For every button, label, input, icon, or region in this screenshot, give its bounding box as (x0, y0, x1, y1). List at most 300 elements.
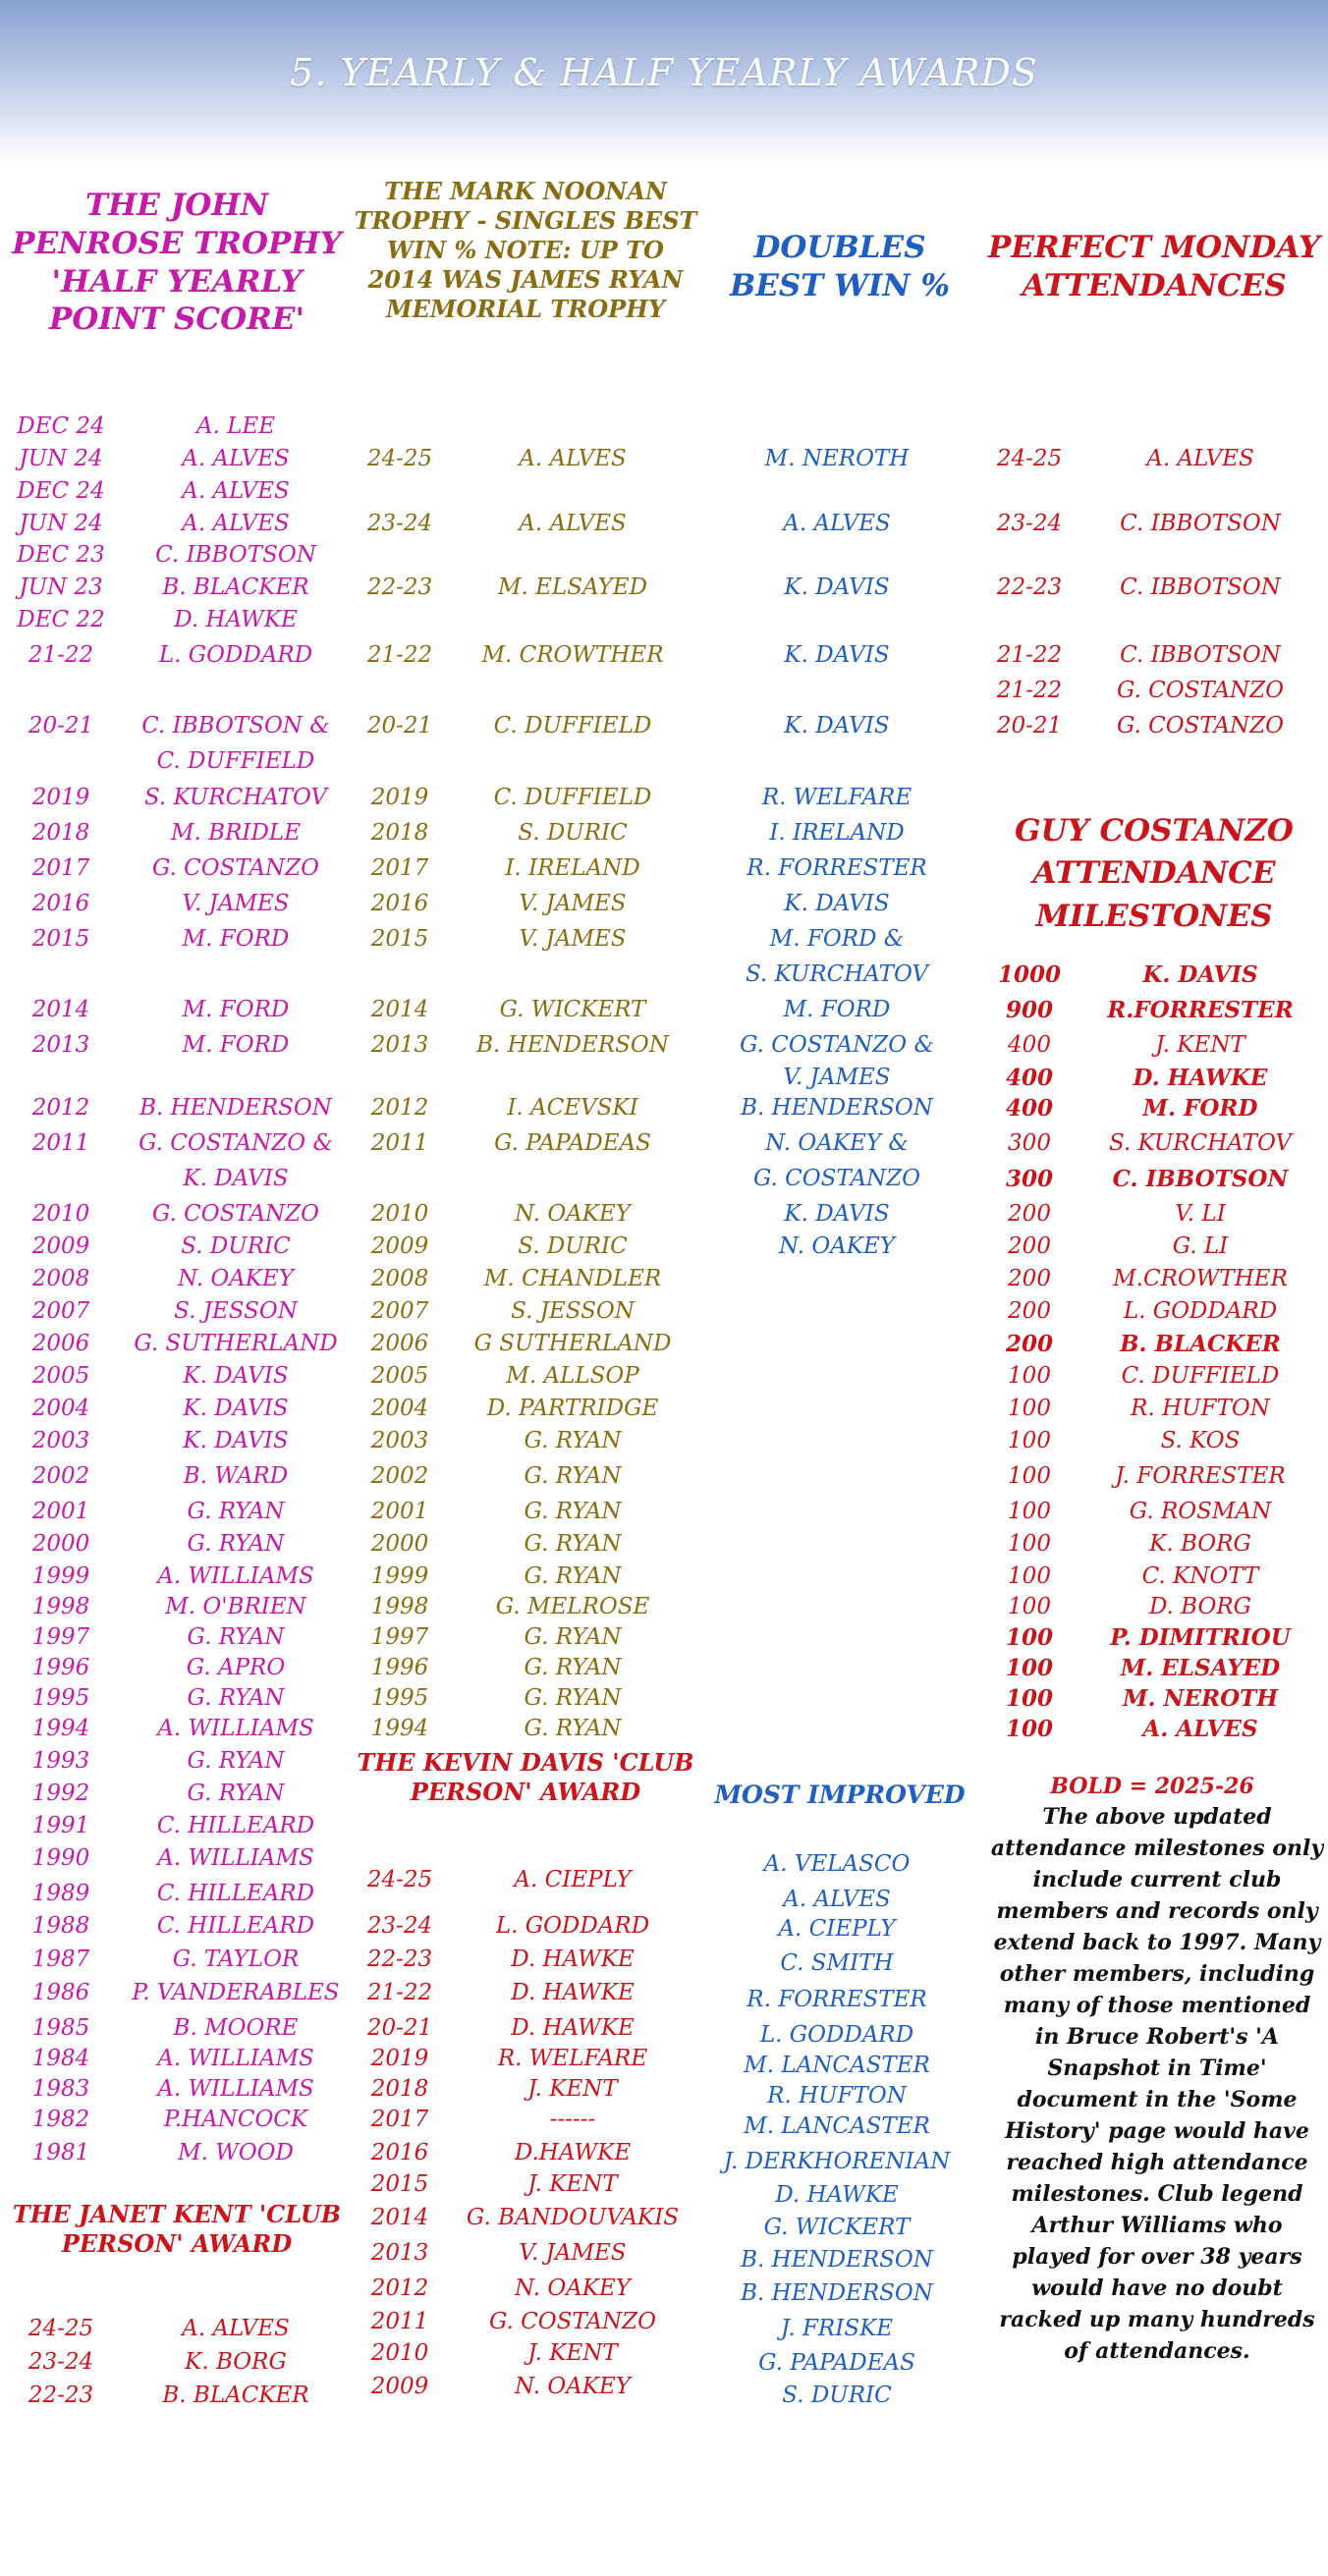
penrose-period: DEC 22 (17, 607, 105, 632)
penrose-header: THE JOHN PENROSE TROPHY 'HALF YEARLY POINT SCORE' (12, 188, 342, 338)
penrose-period: 1986 (31, 1980, 90, 2005)
improved-name: A. VELASCO (763, 1851, 911, 1877)
kevin-name: G. BANDOUVAKIS (466, 2205, 680, 2230)
noonan-name: G. RYAN (524, 1531, 622, 1557)
milestone-name: M. ELSAYED (1120, 1655, 1281, 1681)
janet-period: 24-25 (28, 2316, 94, 2341)
janet-name: B. BLACKER (162, 2383, 309, 2408)
kevin-name: V. JAMES (519, 2240, 627, 2266)
doubles-name: G. COSTANZO (752, 1166, 921, 1191)
penrose-period: 2015 (31, 926, 90, 952)
noonan-period: 2016 (370, 891, 429, 916)
milestone-name: D. BORG (1148, 1594, 1252, 1619)
penrose-period: 1997 (31, 1624, 90, 1650)
noonan-name: G SUTHERLAND (473, 1331, 672, 1356)
penrose-name: C. IBBOTSON & (141, 713, 330, 739)
monday-period: 24-25 (996, 446, 1063, 471)
penrose-period: 2002 (31, 1463, 90, 1489)
milestone-count: 300 (1005, 1166, 1054, 1192)
noonan-name: G. RYAN (524, 1685, 622, 1711)
noonan-period: 1996 (370, 1655, 429, 1680)
kevin-name: J. KENT (527, 2076, 618, 2102)
kevin-period: 21-22 (366, 1980, 433, 2005)
milestones-header: GUY COSTANZO ATTENDANCE MILESTONES (1015, 813, 1294, 934)
noonan-period: 2013 (370, 1032, 429, 1058)
doubles-name: G. COSTANZO & (740, 1032, 934, 1058)
milestone-count: 100 (1008, 1594, 1051, 1619)
milestone-count: 200 (1008, 1298, 1051, 1324)
kevin-name: D. HAWKE (511, 1980, 635, 2005)
penrose-period: 1987 (31, 1946, 90, 1972)
kevin-name: D. HAWKE (511, 2015, 635, 2041)
noonan-period: 1999 (370, 1563, 429, 1589)
milestone-count: 200 (1008, 1266, 1051, 1291)
penrose-period: 20-21 (28, 713, 94, 739)
improved-name: A. ALVES (783, 1887, 891, 1912)
title-banner (0, 0, 1328, 162)
noonan-period: 2015 (370, 926, 429, 952)
monday-name: G. COSTANZO (1116, 678, 1285, 703)
improved-name: M. LANCASTER (744, 2053, 930, 2078)
doubles-name: R. WELFARE (761, 785, 913, 810)
penrose-period: DEC 23 (17, 542, 105, 568)
penrose-period: JUN 23 (19, 575, 103, 600)
noonan-name: S. JESSON (511, 1298, 635, 1324)
improved-name: B. HENDERSON (741, 2280, 933, 2306)
noonan-period: 2012 (370, 1095, 429, 1121)
milestone-name: C. DUFFIELD (1121, 1363, 1280, 1389)
penrose-name: K. DAVIS (183, 1363, 289, 1389)
penrose-name: K. DAVIS (183, 1428, 289, 1453)
milestone-name: M.CROWTHER (1113, 1266, 1288, 1291)
penrose-period: 2016 (31, 891, 90, 916)
milestone-count: 100 (1008, 1563, 1051, 1589)
noonan-period: 2005 (370, 1363, 429, 1389)
doubles-name: N. OAKEY & (765, 1130, 909, 1156)
doubles-name: N. OAKEY (779, 1233, 895, 1259)
noonan-name: C. DUFFIELD (493, 713, 652, 739)
noonan-name: V. JAMES (519, 926, 627, 952)
monday-period: 22-23 (996, 575, 1063, 600)
janet-header: THE JANET KENT 'CLUB PERSON' AWARD (12, 2200, 342, 2258)
kevin-name: N. OAKEY (515, 2275, 631, 2301)
noonan-header: THE MARK NOONAN TROPHY - SINGLES BEST WIN % NOTE: UP TO 2014 WAS JAMES RYAN MEMORIAL TROPHY (354, 177, 697, 323)
noonan-name: S. DURIC (518, 1233, 628, 1259)
kevin-name: J. KENT (527, 2171, 618, 2197)
kevin-period: 2015 (370, 2171, 429, 2197)
penrose-period: JUN 24 (19, 511, 103, 536)
noonan-name: D. PARTRIDGE (486, 1396, 659, 1421)
milestone-count: 100 (1005, 1716, 1054, 1742)
improved-name: B. HENDERSON (741, 2247, 933, 2273)
penrose-period: 1990 (31, 1845, 90, 1871)
penrose-name: A. LEE (195, 413, 276, 439)
noonan-name: V. JAMES (519, 891, 627, 916)
kevin-period: 24-25 (366, 1867, 433, 1892)
noonan-name: M. CHANDLER (483, 1266, 662, 1291)
milestone-count: 100 (1008, 1531, 1051, 1557)
monday-period: 21-22 (996, 642, 1063, 668)
noonan-period: 2000 (370, 1531, 429, 1557)
noonan-period: 2014 (370, 997, 429, 1022)
penrose-period: 1982 (31, 2107, 90, 2132)
kevin-name: N. OAKEY (515, 2374, 631, 2399)
penrose-name: M. FORD (182, 1032, 290, 1058)
penrose-name: S. DURIC (181, 1233, 291, 1259)
penrose-period: 2012 (31, 1095, 90, 1121)
kevin-period: 2014 (370, 2205, 429, 2230)
penrose-period: 2000 (31, 1531, 90, 1557)
noonan-period: 24-25 (366, 446, 433, 471)
kevin-name: G. COSTANZO (488, 2309, 657, 2334)
doubles-name: V. JAMES (783, 1065, 891, 1090)
penrose-period: 1992 (31, 1781, 90, 1806)
milestone-name: J. FORRESTER (1115, 1463, 1286, 1489)
milestone-name: V. LI (1175, 1201, 1226, 1227)
milestone-name: C. IBBOTSON (1112, 1166, 1289, 1192)
improved-name: S. DURIC (782, 2383, 892, 2408)
doubles-name: A. ALVES (783, 511, 891, 536)
noonan-period: 2019 (370, 785, 429, 810)
milestone-name: R.FORRESTER (1107, 997, 1294, 1023)
penrose-period: 2001 (31, 1499, 90, 1524)
noonan-name: G. RYAN (524, 1463, 622, 1489)
penrose-name: G. APRO (186, 1655, 286, 1680)
penrose-period: 2018 (31, 820, 90, 846)
milestone-count: 100 (1005, 1655, 1054, 1681)
penrose-period: 2010 (31, 1201, 90, 1227)
improved-name: C. SMITH (780, 1950, 894, 1976)
noonan-period: 2002 (370, 1463, 429, 1489)
penrose-name: M. FORD (182, 997, 290, 1022)
noonan-name: G. WICKERT (499, 997, 646, 1022)
penrose-period: 1984 (31, 2046, 90, 2071)
improved-name: J. FRISKE (780, 2316, 894, 2341)
milestone-name: A. ALVES (1142, 1716, 1258, 1742)
penrose-name: G. RYAN (187, 1781, 285, 1806)
doubles-name: K. DAVIS (784, 1201, 890, 1227)
penrose-name: A. ALVES (182, 511, 290, 536)
penrose-name: G. RYAN (187, 1748, 285, 1774)
penrose-name: G. RYAN (187, 1531, 285, 1557)
kevin-header: THE KEVIN DAVIS 'CLUB PERSON' AWARD (357, 1748, 694, 1806)
penrose-name: G. RYAN (187, 1499, 285, 1524)
penrose-period: 1981 (31, 2140, 90, 2165)
noonan-period: 2003 (370, 1428, 429, 1453)
milestone-count: 100 (1008, 1463, 1051, 1489)
doubles-header: DOUBLES BEST WIN % (730, 230, 950, 303)
penrose-name: B. WARD (183, 1463, 289, 1489)
kevin-period: 2009 (370, 2374, 429, 2399)
janet-period: 22-23 (28, 2383, 94, 2408)
penrose-name: B. MOORE (173, 2015, 299, 2041)
penrose-name: M. O'BRIEN (165, 1594, 306, 1619)
noonan-name: A. ALVES (519, 446, 627, 471)
penrose-period: 2003 (31, 1428, 90, 1453)
bold-legend: BOLD = 2025-26 (1050, 1774, 1254, 1799)
noonan-name: G. RYAN (524, 1624, 622, 1650)
noonan-period: 2007 (370, 1298, 429, 1324)
monday-name: C. IBBOTSON (1120, 575, 1281, 600)
penrose-name: G. COSTANZO (151, 855, 320, 881)
noonan-name: A. ALVES (519, 511, 627, 536)
kevin-period: 2016 (370, 2140, 429, 2165)
milestone-count: 400 (1005, 1065, 1054, 1091)
kevin-name: ------ (549, 2107, 596, 2132)
milestone-count: 400 (1008, 1032, 1051, 1058)
penrose-name: G. RYAN (187, 1685, 285, 1711)
improved-name: R. FORRESTER (747, 1987, 927, 2012)
penrose-name: L. GODDARD (158, 642, 313, 668)
milestone-count: 100 (1008, 1428, 1051, 1453)
milestone-name: B. BLACKER (1120, 1331, 1281, 1357)
improved-name: L. GODDARD (759, 2022, 914, 2048)
milestone-count: 100 (1008, 1363, 1051, 1389)
noonan-period: 2018 (370, 820, 429, 846)
penrose-period: JUN 24 (19, 446, 103, 471)
penrose-name: M. WOOD (178, 2140, 294, 2165)
penrose-name: G. TAYLOR (172, 1946, 300, 1972)
penrose-period: 21-22 (28, 642, 94, 668)
milestone-count: 300 (1008, 1130, 1051, 1156)
kevin-name: A. CIEPLY (514, 1867, 632, 1892)
doubles-name: K. DAVIS (784, 891, 890, 916)
monday-name: C. IBBOTSON (1120, 511, 1281, 536)
penrose-period: 2004 (31, 1396, 90, 1421)
doubles-name: K. DAVIS (784, 713, 890, 739)
noonan-period: 2009 (370, 1233, 429, 1259)
monday-name: A. ALVES (1146, 446, 1254, 471)
penrose-name: C. IBBOTSON (155, 542, 316, 568)
doubles-name: M. FORD (783, 997, 891, 1022)
penrose-name: A. WILLIAMS (157, 1563, 314, 1589)
milestone-name: R. HUFTON (1131, 1396, 1270, 1421)
penrose-period: 1989 (31, 1881, 90, 1906)
penrose-name: V. JAMES (182, 891, 290, 916)
noonan-name: G. RYAN (524, 1716, 622, 1741)
monday-name: G. COSTANZO (1116, 713, 1285, 739)
milestone-count: 400 (1005, 1095, 1054, 1122)
milestone-count: 200 (1008, 1233, 1051, 1259)
noonan-period: 2004 (370, 1396, 429, 1421)
milestone-count: 200 (1005, 1331, 1054, 1357)
penrose-name: A. WILLIAMS (157, 1716, 314, 1741)
improved-name: G. WICKERT (763, 2215, 911, 2240)
doubles-name: I. IRELAND (769, 820, 905, 846)
penrose-period: 2006 (31, 1331, 90, 1356)
penrose-name: A. WILLIAMS (157, 2076, 314, 2102)
penrose-period: 1995 (31, 1685, 90, 1711)
kevin-period: 23-24 (366, 1913, 433, 1939)
milestone-name: L. GODDARD (1123, 1298, 1278, 1324)
penrose-name: S. JESSON (174, 1298, 298, 1324)
kevin-period: 2011 (370, 2309, 429, 2334)
noonan-period: 2001 (370, 1499, 429, 1524)
noonan-name: G. RYAN (524, 1655, 622, 1680)
kevin-period: 2018 (370, 2076, 429, 2102)
improved-name: M. LANCASTER (744, 2113, 930, 2139)
penrose-name: P. VANDERABLES (132, 1980, 340, 2005)
penrose-period: 2011 (31, 1130, 90, 1156)
penrose-name: G. COSTANZO & (138, 1130, 333, 1156)
penrose-name: A. ALVES (182, 446, 290, 471)
noonan-period: 21-22 (366, 642, 433, 668)
penrose-name: P.HANCOCK (163, 2107, 308, 2132)
penrose-period: 1999 (31, 1563, 90, 1589)
janet-period: 23-24 (28, 2349, 94, 2375)
milestone-name: S. KOS (1160, 1428, 1241, 1453)
noonan-name: B. HENDERSON (476, 1032, 669, 1058)
penrose-name: C. DUFFIELD (156, 748, 315, 774)
milestone-name: D. HAWKE (1133, 1065, 1268, 1091)
milestone-count: 1000 (997, 961, 1062, 988)
penrose-period: 1994 (31, 1716, 90, 1741)
penrose-period: 2014 (31, 997, 90, 1022)
noonan-name: C. DUFFIELD (493, 785, 652, 810)
penrose-name: K. DAVIS (183, 1166, 289, 1191)
penrose-name: A. WILLIAMS (157, 2046, 314, 2071)
penrose-period: 2009 (31, 1233, 90, 1259)
milestone-count: 100 (1008, 1499, 1051, 1524)
penrose-name: C. HILLEARD (156, 1813, 315, 1838)
kevin-period: 2019 (370, 2046, 429, 2071)
improved-name: R. HUFTON (767, 2083, 907, 2109)
penrose-period: 2007 (31, 1298, 90, 1324)
penrose-name: C. HILLEARD (156, 1881, 315, 1906)
monday-period: 21-22 (996, 678, 1063, 703)
noonan-name: G. RYAN (524, 1499, 622, 1524)
penrose-period: DEC 24 (17, 413, 105, 439)
improved-header: MOST IMPROVED (714, 1781, 966, 1809)
penrose-period: 1983 (31, 2076, 90, 2102)
noonan-period: 2008 (370, 1266, 429, 1291)
noonan-name: I. IRELAND (505, 855, 640, 881)
penrose-period: 1993 (31, 1748, 90, 1774)
milestone-count: 100 (1005, 1624, 1054, 1651)
milestone-name: G. LI (1172, 1233, 1229, 1259)
milestone-name: S. KURCHATOV (1108, 1130, 1293, 1156)
kevin-period: 2013 (370, 2240, 429, 2266)
noonan-name: G. PAPADEAS (494, 1130, 651, 1156)
kevin-name: J. KENT (527, 2340, 618, 2366)
doubles-name: M. NEROTH (764, 446, 910, 471)
penrose-name: B. HENDERSON (139, 1095, 332, 1121)
kevin-name: L. GODDARD (495, 1913, 650, 1939)
kevin-period: 20-21 (366, 2015, 433, 2041)
penrose-period: 1996 (31, 1655, 90, 1680)
noonan-name: N. OAKEY (515, 1201, 631, 1227)
penrose-period: 1988 (31, 1913, 90, 1939)
improved-name: G. PAPADEAS (758, 2350, 915, 2376)
kevin-name: D. HAWKE (511, 1946, 635, 1972)
doubles-name: R. FORRESTER (747, 855, 927, 881)
penrose-name: N. OAKEY (178, 1266, 294, 1291)
noonan-period: 1994 (370, 1716, 429, 1741)
janet-name: A. ALVES (182, 2316, 290, 2341)
page-title: 5. YEARLY & HALF YEARLY AWARDS (290, 51, 1038, 94)
kevin-name: R. WELFARE (497, 2046, 648, 2071)
doubles-name: B. HENDERSON (741, 1095, 933, 1121)
noonan-period: 2006 (370, 1331, 429, 1356)
noonan-period: 23-24 (366, 511, 433, 536)
penrose-name: C. HILLEARD (156, 1913, 315, 1939)
doubles-name: M. FORD & (769, 926, 905, 952)
kevin-period: 2012 (370, 2275, 429, 2301)
noonan-period: 22-23 (366, 575, 433, 600)
milestone-name: C. KNOTT (1141, 1563, 1259, 1589)
improved-name: A. CIEPLY (778, 1916, 896, 1942)
milestone-count: 200 (1008, 1201, 1051, 1227)
penrose-period: DEC 24 (17, 478, 105, 504)
noonan-period: 1995 (370, 1685, 429, 1711)
doubles-name: K. DAVIS (784, 642, 890, 668)
penrose-period: 1998 (31, 1594, 90, 1619)
janet-name: K. BORG (185, 2349, 287, 2375)
noonan-period: 1997 (370, 1624, 429, 1650)
monday-period: 23-24 (996, 511, 1063, 536)
noonan-period: 20-21 (366, 713, 433, 739)
penrose-period: 2013 (31, 1032, 90, 1058)
milestone-note: The above updated attendance milestones only include current club members and records only extend back to 1997. Many other members, including many of those mentioned in Bruce Robert's 'A Snapshot in Time' document in the 'Some History' page would have reached high attendance milestones. Club legend Arthur Williams who played for over 38 years would have no doubt racked up many hundreds of attendances. (990, 1804, 1324, 2364)
penrose-name: G. SUTHERLAND (134, 1331, 338, 1356)
penrose-name: M. BRIDLE (171, 820, 301, 846)
penrose-period: 2005 (31, 1363, 90, 1389)
milestone-name: J. KENT (1155, 1032, 1245, 1058)
penrose-name: D. HAWKE (174, 607, 298, 632)
penrose-name: B. BLACKER (162, 575, 309, 600)
penrose-name: A. ALVES (182, 478, 290, 504)
penrose-period: 2008 (31, 1266, 90, 1291)
penrose-name: A. WILLIAMS (157, 1845, 314, 1871)
penrose-name: S. KURCHATOV (143, 785, 328, 810)
milestone-name: M. NEROTH (1122, 1685, 1279, 1712)
monday-period: 20-21 (996, 713, 1063, 739)
milestone-count: 100 (1005, 1685, 1054, 1712)
monday-header: PERFECT MONDAY ATTENDANCES (987, 230, 1321, 303)
milestone-count: 100 (1008, 1396, 1051, 1421)
penrose-period: 1991 (31, 1813, 90, 1838)
noonan-name: M. CROWTHER (481, 642, 664, 668)
noonan-name: M. ALLSOP (506, 1363, 639, 1389)
noonan-period: 2017 (370, 855, 429, 881)
noonan-name: M. ELSAYED (497, 575, 648, 600)
kevin-period: 2010 (370, 2340, 429, 2366)
milestone-name: G. ROSMAN (1129, 1499, 1272, 1524)
monday-name: C. IBBOTSON (1120, 642, 1281, 668)
penrose-period: 2019 (31, 785, 90, 810)
penrose-period: 2017 (31, 855, 90, 881)
doubles-name: K. DAVIS (784, 575, 890, 600)
milestone-name: K. BORG (1149, 1531, 1251, 1557)
milestone-name: P. DIMITRIOU (1110, 1624, 1291, 1651)
penrose-name: K. DAVIS (183, 1396, 289, 1421)
noonan-name: I. ACEVSKI (507, 1095, 638, 1121)
penrose-name: G. COSTANZO (151, 1201, 320, 1227)
doubles-name: S. KURCHATOV (745, 961, 929, 987)
milestone-count: 900 (1005, 997, 1054, 1023)
penrose-period: 1985 (31, 2015, 90, 2041)
milestone-name: K. DAVIS (1142, 961, 1258, 988)
milestone-name: M. FORD (1142, 1095, 1258, 1122)
penrose-name: G. RYAN (187, 1624, 285, 1650)
noonan-name: G. RYAN (524, 1563, 622, 1589)
noonan-period: 2011 (370, 1130, 429, 1156)
noonan-name: S. DURIC (518, 820, 628, 846)
improved-name: D. HAWKE (775, 2182, 899, 2208)
noonan-period: 1998 (370, 1594, 429, 1619)
improved-name: J. DERKHORENIAN (723, 2149, 951, 2174)
kevin-period: 2017 (370, 2107, 429, 2132)
